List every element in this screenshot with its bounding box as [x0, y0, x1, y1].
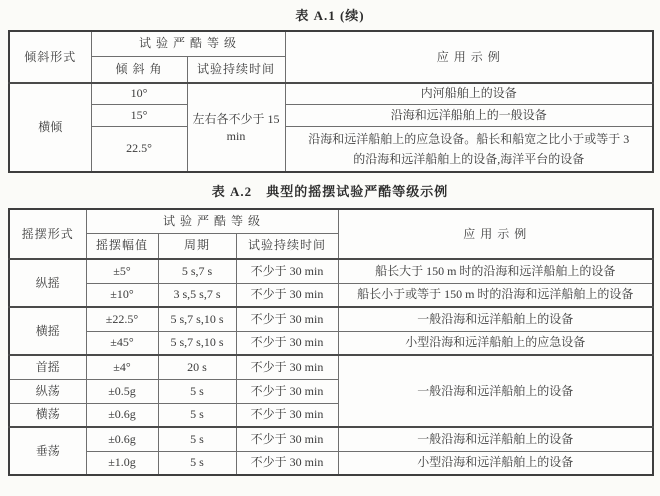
a2-cell-form: 纵摇 [9, 259, 86, 307]
table-row [9, 283, 653, 307]
a2-cell-duration: 不少于 30 min [236, 427, 338, 451]
a2-cell-duration: 不少于 30 min [236, 451, 338, 475]
a2-cell-amplitude: ±1.0g [86, 451, 158, 475]
a2-cell-application: 一般沿海和远洋船舶上的设备 [338, 307, 653, 331]
a2-cell-period: 5 s,7 s,10 s [158, 331, 236, 355]
a2-cell-period: 5 s [158, 379, 236, 403]
a2-cell-form: 横荡 [9, 403, 86, 427]
a2-header-form: 摇摆形式 [9, 209, 86, 259]
a2-header-application: 应 用 示 例 [338, 209, 653, 259]
a2-cell-form: 垂荡 [9, 427, 86, 475]
a2-cell-duration: 不少于 30 min [236, 259, 338, 283]
a2-header-period: 周期 [158, 233, 236, 259]
table-a2-title-label: 表 A.2 [211, 184, 253, 199]
a2-cell-application: 小型沿海和远洋船舶上的设备 [338, 451, 653, 475]
table-row [9, 451, 653, 475]
a2-header-severity: 试 验 严 酷 等 级 [86, 209, 338, 233]
table-row [9, 83, 653, 104]
a1-cell-angle: 10° [91, 83, 187, 104]
a1-cell-application: 内河船舶上的设备 [285, 83, 653, 104]
a2-cell-period: 20 s [158, 355, 236, 379]
a1-header-form: 倾斜形式 [9, 31, 91, 83]
a2-cell-application: 船长小于或等于 150 m 时的沿海和远洋船舶上的设备 [338, 283, 653, 307]
a2-cell-period: 5 s [158, 403, 236, 427]
table-row [9, 331, 653, 355]
a2-cell-form: 首摇 [9, 355, 86, 379]
a2-cell-duration: 不少于 30 min [236, 307, 338, 331]
a1-cell-angle: 15° [91, 104, 187, 126]
a1-cell-duration: 左右各不少于 15 min [187, 83, 285, 172]
a2-header-row-1 [9, 209, 653, 233]
table-row [9, 307, 653, 331]
a2-cell-period: 5 s,7 s [158, 259, 236, 283]
a2-cell-application: 小型沿海和远洋船舶上的应急设备 [338, 331, 653, 355]
a1-header-application: 应 用 示 例 [285, 31, 653, 83]
a2-cell-amplitude: ±45° [86, 331, 158, 355]
a1-cell-application: 沿海和远洋船舶上的应急设备。船长和船宽之比小于或等于 3 的沿海和远洋船舶上的设备,海洋平台的设备 [285, 126, 653, 172]
a1-cell-angle: 22.5° [91, 126, 187, 172]
a2-cell-duration: 不少于 30 min [236, 379, 338, 403]
a2-cell-period: 5 s [158, 451, 236, 475]
a2-cell-amplitude: ±5° [86, 259, 158, 283]
a2-cell-duration: 不少于 30 min [236, 283, 338, 307]
table-a2 [8, 208, 654, 476]
a2-cell-amplitude: ±0.5g [86, 379, 158, 403]
a2-cell-application: 一般沿海和远洋船舶上的设备 [338, 355, 653, 427]
table-row [9, 259, 653, 283]
a1-cell-application: 沿海和远洋船舶上的一般设备 [285, 104, 653, 126]
a2-cell-period: 5 s,7 s,10 s [158, 307, 236, 331]
table-a2-title-text: 典型的摇摆试验严酷等级示例 [266, 184, 449, 199]
table-row [9, 104, 653, 126]
table-a1 [8, 30, 654, 173]
a2-cell-amplitude: ±0.6g [86, 427, 158, 451]
a2-cell-period: 3 s,5 s,7 s [158, 283, 236, 307]
a1-header-severity: 试 验 严 酷 等 级 [91, 31, 285, 56]
a2-cell-form: 纵荡 [9, 379, 86, 403]
table-a1-title: 表 A.1 (续) [295, 8, 365, 23]
a2-cell-amplitude: ±22.5° [86, 307, 158, 331]
a2-cell-period: 5 s [158, 427, 236, 451]
table-a2-title [0, 173, 660, 208]
a2-cell-amplitude: ±4° [86, 355, 158, 379]
table-row [9, 355, 653, 379]
table-row [9, 427, 653, 451]
a2-cell-amplitude: ±10° [86, 283, 158, 307]
a2-cell-application: 船长大于 150 m 时的沿海和远洋船舶上的设备 [338, 259, 653, 283]
a2-cell-duration: 不少于 30 min [236, 331, 338, 355]
a1-cell-form: 横倾 [9, 83, 91, 172]
a2-cell-application: 一般沿海和远洋船舶上的设备 [338, 427, 653, 451]
a2-header-duration: 试验持续时间 [236, 233, 338, 259]
a2-cell-duration: 不少于 30 min [236, 403, 338, 427]
a2-header-amplitude: 摇摆幅值 [86, 233, 158, 259]
a2-cell-amplitude: ±0.6g [86, 403, 158, 427]
a2-cell-form: 横摇 [9, 307, 86, 355]
a1-header-angle: 倾 斜 角 [91, 56, 187, 83]
a2-cell-duration: 不少于 30 min [236, 355, 338, 379]
a1-header-duration: 试验持续时间 [187, 56, 285, 83]
table-row [9, 126, 653, 172]
a1-header-row-1 [9, 31, 653, 56]
